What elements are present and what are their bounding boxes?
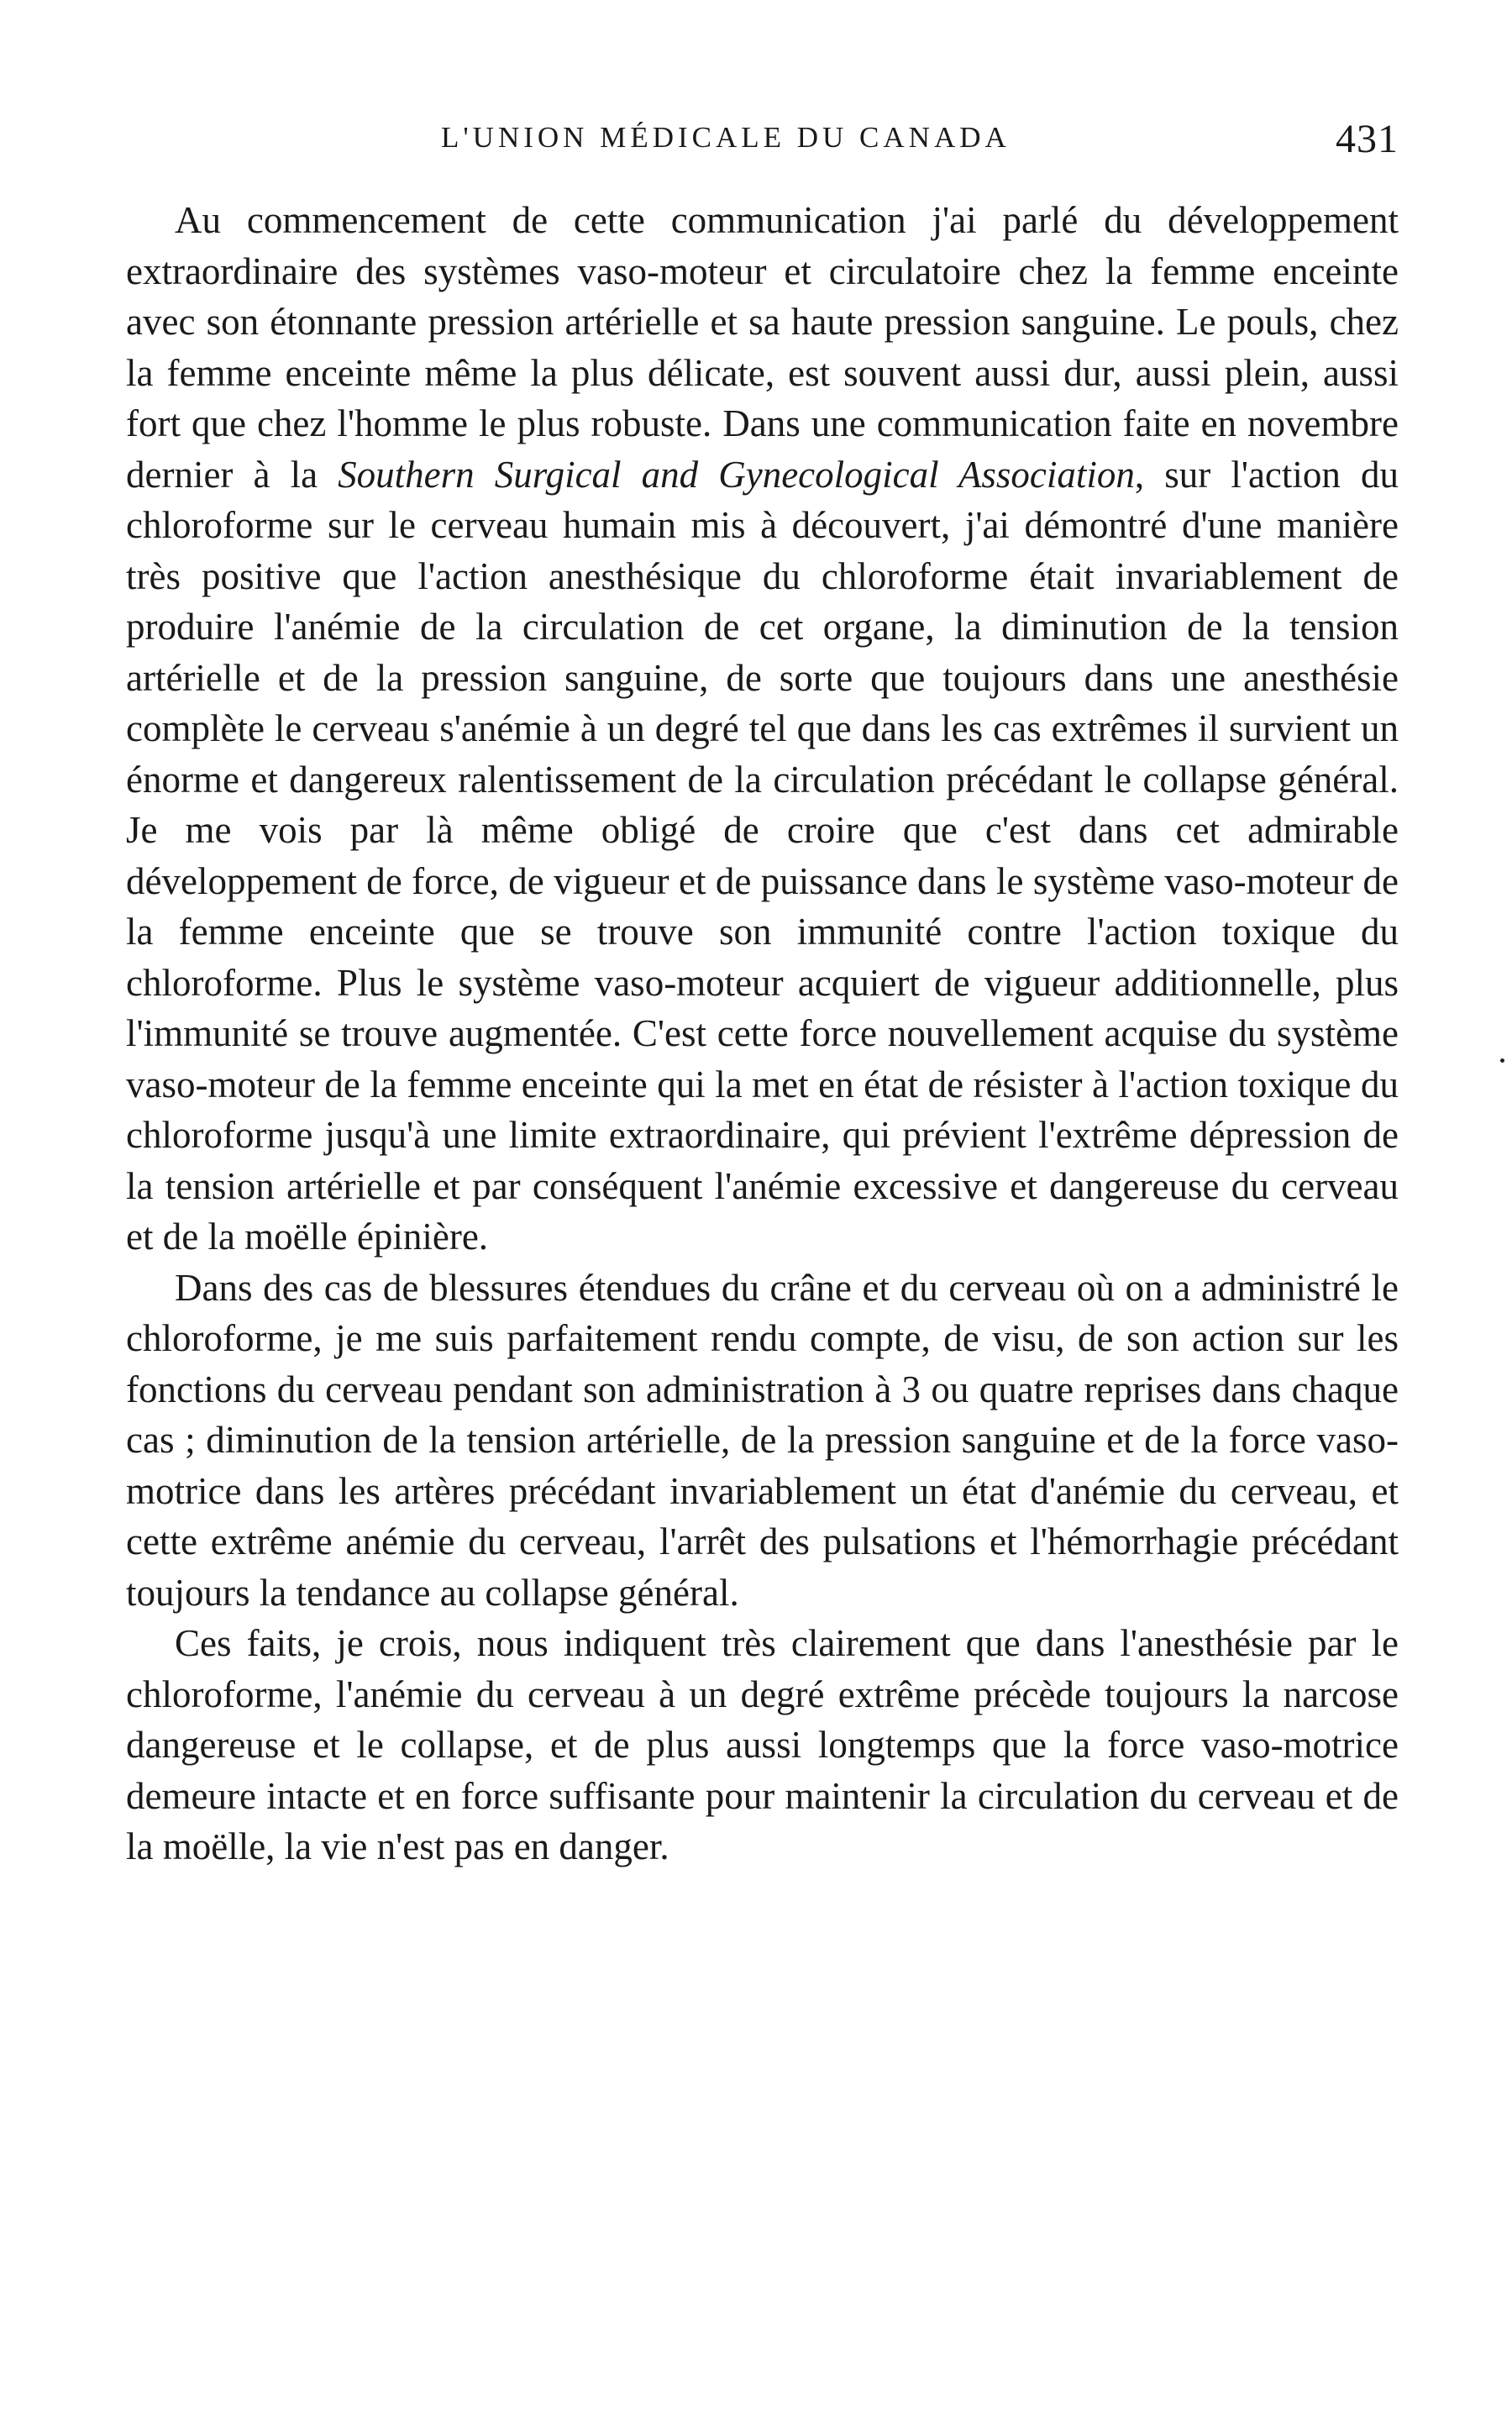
paragraph-3	[126, 1618, 1399, 1872]
paragraph-2-text: Dans des cas de blessures étendues du crâne et du cerveau où on a administré le chloroforme, je me suis parfaitement rendu compte, de visu, de son action sur les fonctions du cerveau pendant son administration à 3 ou quatre reprises dans chaque cas ; diminution de la tension artérielle, de la pression sanguine et de la force vaso-motrice dans les artères précédant invariablement un état d'anémie du cerveau, et cette extrême anémie du cerveau, l'arrêt des pulsations et l'hémorrhagie précédant toujours la tendance au collapse général.	[126, 1266, 1399, 1614]
paragraph-1-text-cont: , sur l'action du chloroforme sur le cerveau humain mis à découvert, j'ai démontré d'une manière très positive que l'action anesthésique du chloroforme était invariablement de produire l'anémie de la circulation de cet organe, la diminution de la tension artérielle et de la pression sanguine, de sorte que toujours dans une anesthésie complète le cerveau s'anémie à un degré tel que dans les cas extrêmes il survient un énorme et dangereux ralentissement de la circulation précédant le collapse général. Je me vois par là même obligé de croire que c'est dans cet admirable développement de force, de vigueur et de puissance dans le système vaso-moteur de la femme enceinte que se trouve son immunité contre l'action toxique du chloroforme. Plus le système vaso-moteur acquiert de vigueur additionnelle, plus l'immunité se trouve augmentée. C'est cette force nouvellement acquise du système vaso-moteur de la femme enceinte qui la met en état de résister à l'action toxique du chloroforme jusqu'à une limite extraordinaire, qui prévient l'extrême dépression de la tension artérielle et par conséquent l'anémie excessive et dangereuse du cerveau et de la moëlle épinière.	[126, 453, 1399, 1258]
book-page	[126, 0, 1399, 2421]
paragraph-3-text: Ces faits, je crois, nous indiquent très clairement que dans l'anesthésie par le chloroforme, l'anémie du cerveau à un degré extrême précède toujours la narcose dangereuse et le collapse, et de plus aussi longtemps que la force vaso-motrice demeure intacte et en force suffisante pour maintenir la circulation du cerveau et de la moëlle, la vie n'est pas en danger.	[126, 1622, 1399, 1867]
running-head	[126, 116, 1399, 166]
page-number: 431	[1336, 117, 1399, 161]
margin-dot	[1500, 1058, 1504, 1063]
paragraph-1	[126, 195, 1399, 1263]
association-name: Southern Surgical and Gynecological Association	[338, 453, 1135, 496]
body-text	[126, 195, 1399, 1872]
paragraph-2	[126, 1263, 1399, 1619]
paragraph-1-text: Au commencement de cette communication j'ai parlé du développement extraordinaire des systèmes vaso-moteur et circulatoire chez la femme enceinte avec son étonnante pression artérielle et sa haute pression sanguine. Le pouls, chez la femme enceinte même la plus délicate, est souvent aussi dur, aussi plein, aussi fort que chez l'homme le plus robuste. Dans une communication faite en novembre dernier à la	[126, 199, 1399, 496]
journal-title: L'UNION MÉDICALE DU CANADA	[441, 121, 1011, 154]
